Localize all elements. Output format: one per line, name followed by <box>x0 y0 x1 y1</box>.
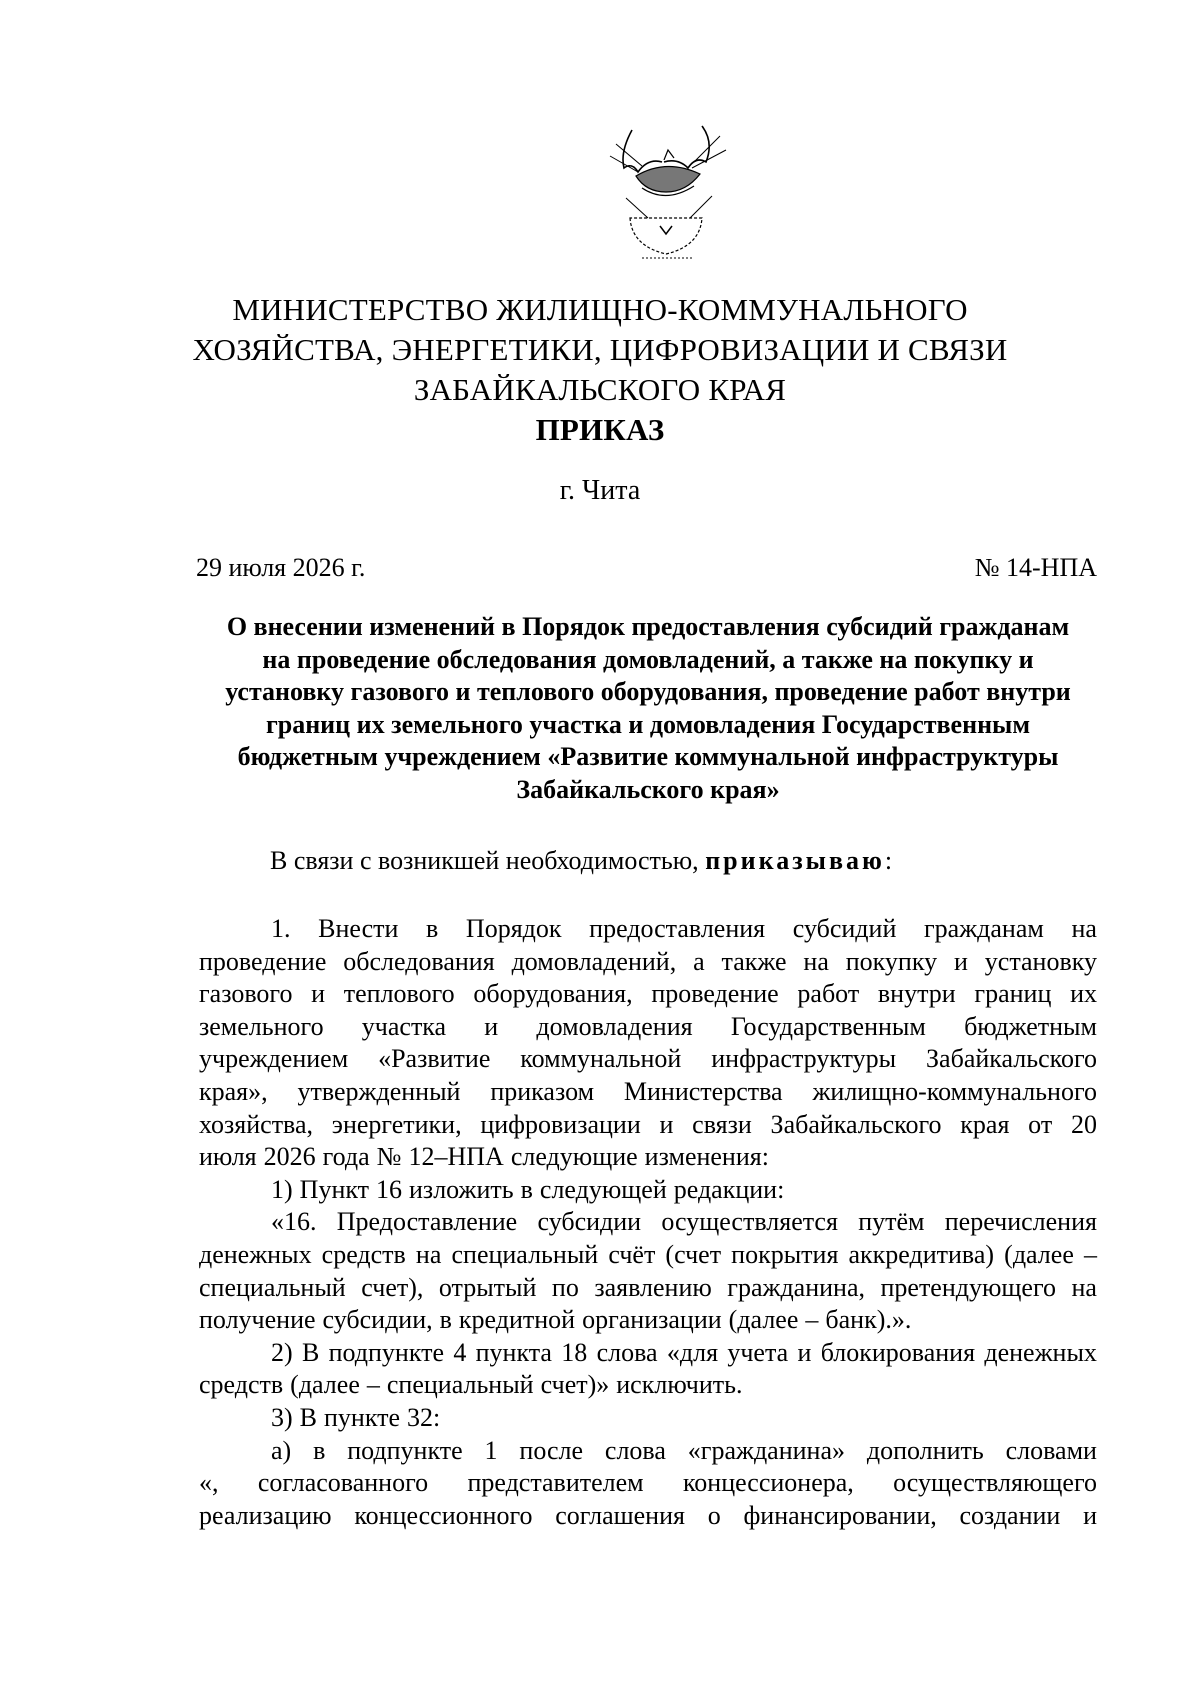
ministry-name-line-1: МИНИСТЕРСТВО ЖИЛИЩНО-КОММУНАЛЬНОГО <box>232 292 968 327</box>
body-line: реализацию концессионного соглашения о финансировании, создании и <box>199 1500 1097 1530</box>
city: г. Чита <box>559 475 641 506</box>
subject-line: О внесении изменений в Порядок предоставления субсидий гражданам <box>226 612 1070 641</box>
body-line: а) в подпункте 1 после слова «гражданина» дополнить словами <box>271 1435 1097 1465</box>
subject-line: установку газового и теплового оборудования, проведение работ внутри <box>225 677 1071 706</box>
subject-line: Забайкальского края» <box>516 774 780 804</box>
order-body <box>199 913 1097 1532</box>
order-date: 29 июля 2026 г. <box>196 553 366 582</box>
body-line: учреждением «Развитие коммунальной инфраструктуры Забайкальского <box>199 1044 1097 1074</box>
body-line: денежных средств на специальный счёт (счет покрытия аккредитива) (далее – <box>199 1239 1097 1269</box>
body-line: получение субсидии, в кредитной организации (далее – банк).». <box>199 1305 912 1335</box>
preamble-emphasis: приказываю <box>705 846 885 875</box>
body-line: «16. Предоставление субсидии осуществляется путём перечисления <box>271 1207 1097 1237</box>
body-line: края», утвержденный приказом Министерства жилищно-коммунального <box>199 1076 1097 1106</box>
subject-line: бюджетным учреждением «Развитие коммунальной инфраструктуры <box>237 742 1059 771</box>
body-line: «, согласованного представителем концессионера, осуществляющего <box>199 1468 1097 1498</box>
preamble-tail: : <box>884 846 893 875</box>
body-line: газового и теплового оборудования, проведение работ внутри границ их <box>199 979 1097 1009</box>
subject-line: на проведение обследования домовладений, а также на покупку и <box>262 644 1034 674</box>
body-line: проведение обследования домовладений, а также на покупку и установку <box>199 946 1097 976</box>
body-line: 2) В подпункте 4 пункта 18 слова «для учета и блокирования денежных <box>271 1337 1097 1367</box>
subject-line: границ их земельного участка и домовладения Государственным <box>265 709 1031 739</box>
ministry-name-line-3: ЗАБАЙКАЛЬСКОГО КРАЯ <box>413 372 787 407</box>
ministry-name-line-2: ХОЗЯЙСТВА, ЭНЕРГЕТИКИ, ЦИФРОВИЗАЦИИ И СВЯЗИ <box>192 332 1008 367</box>
document-type: ПРИКАЗ <box>535 412 665 447</box>
body-line: июля 2026 года № 12–НПА следующие изменения: <box>199 1142 769 1172</box>
body-line: хозяйства, энергетики, цифровизации и связи Забайкальского края от 20 <box>199 1109 1097 1139</box>
ministry-header <box>150 290 1050 450</box>
body-line: земельного участка и домовладения Государственным бюджетным <box>199 1011 1097 1041</box>
body-line: 3) В пункте 32: <box>271 1402 441 1432</box>
order-number: № 14-НПА <box>974 553 1097 582</box>
body-line: средств (далее – специальный счет)» исключить. <box>199 1370 743 1400</box>
body-line: 1) Пункт 16 изложить в следующей редакции: <box>271 1174 785 1204</box>
body-line: специальный счет), отрытый по заявлению гражданина, претендующего на <box>199 1272 1097 1302</box>
preamble <box>270 846 892 876</box>
coat-of-arms-emblem <box>602 122 732 262</box>
order-subject <box>196 611 1100 806</box>
body-line: 1. Внести в Порядок предоставления субсидий гражданам на <box>271 914 1097 943</box>
preamble-text: В связи с возникшей необходимостью, <box>270 846 699 875</box>
